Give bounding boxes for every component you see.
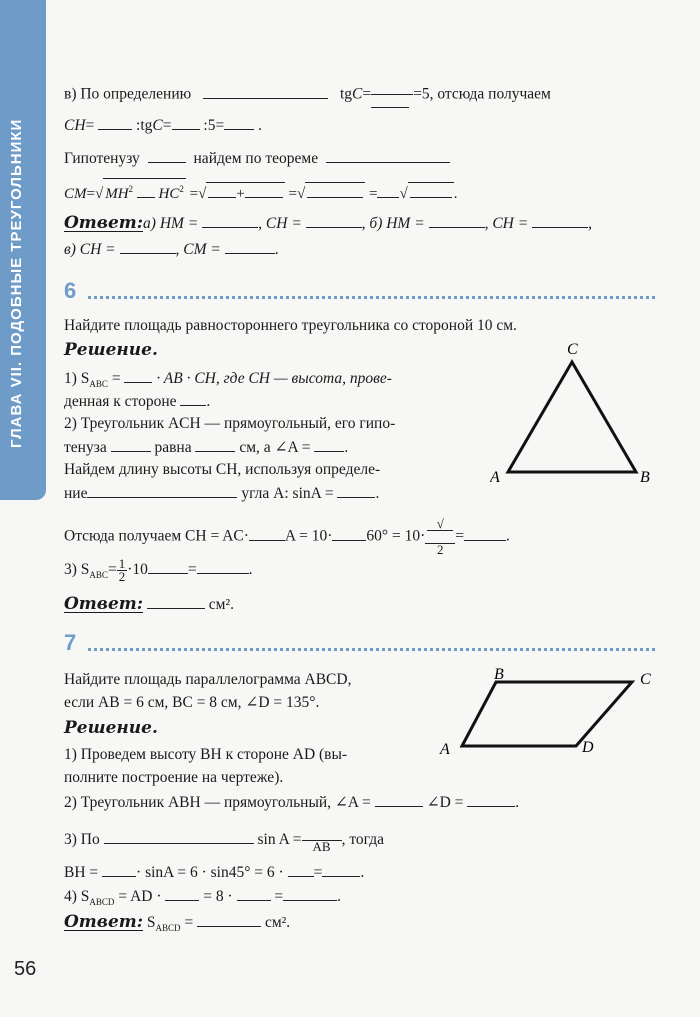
task-6-step-3: 3) $S_{ABC}=$ $\frac{1}{2}$ ·10 = . (64, 556, 253, 584)
task-7-step-1b: полните построение на чертеже). (64, 769, 284, 786)
parallelogram-abcd (462, 682, 632, 746)
task-6-step-2b: тенуза равна см, а ∠A = . (64, 439, 349, 456)
task-7-answer: Ответ: $S_{ABCD} = см^2$. (64, 912, 291, 934)
task-7-step-1a: 1) Проведем высоту BH к стороне AD (вы- (64, 746, 348, 763)
task-6-step-1b: денная к стороне . (64, 393, 211, 410)
task-6-divider (88, 296, 655, 299)
task-6-step-2a: 2) Треугольник ACH — прямоугольный, его гипо- (64, 415, 396, 432)
task-6-statement: Найдите площадь равностороннего треугольника со стороной 10 см. (64, 317, 517, 334)
top-line-2: CH= :tgC= :5= . (64, 117, 262, 134)
top-line-4: CM=√ $MH^2$ $HC^2$ =√ + =√ = √ . (64, 178, 457, 204)
vertex-c-label: C (640, 671, 651, 688)
top-answer-line-2: в) CH = , CM = . (64, 241, 279, 258)
task-7-divider (88, 648, 655, 651)
top-line-3: Гипотенузу найдем по теореме (64, 148, 450, 169)
chapter-label: ГЛАВА VII. ПОДОБНЫЕ ТРЕУГОЛЬНИКИ (8, 118, 25, 448)
page-number: 56 (14, 958, 37, 980)
task-7-step-3a: 3) По sin A = AB , тогда (64, 828, 384, 853)
task-7-step-3b: BH = · sinA = 6 · sin45° = 6 · = . (64, 864, 365, 881)
task-6-answer: Ответ: см². (64, 594, 235, 614)
task-7-solution-label: Решение. (64, 718, 158, 738)
top-line-1: в) По определению tgC= =5, отсюда получаем (64, 82, 551, 108)
answer-label: Ответ: (64, 213, 144, 233)
task-7-step-2: 2) Треугольник ABH — прямоугольный, ∠A = ∠D = . (64, 794, 520, 811)
vertex-d-label: D (582, 739, 594, 756)
vertex-b-label: B (640, 469, 650, 486)
top-answer-line-1: Ответ:а) HM = , CH = , б) HM = , CH = , (64, 213, 592, 233)
task-7-statement-1: Найдите площадь параллелограмма ABCD, (64, 671, 352, 688)
task-6-number: 6 (64, 278, 77, 303)
task-6-step-2d: ние угла A: sinA = . (64, 485, 380, 502)
parallelogram-figure (436, 666, 661, 766)
task-7-statement-2: если AB = 6 см, BC = 8 см, ∠D = 135°. (64, 694, 320, 711)
task-6-step-1a: 1) $S_{ABC}$ = · AB · CH, где CH — высота, прове- (64, 370, 392, 390)
chapter-sidebar (0, 0, 46, 500)
task-6-step-2e: Отсюда получаем CH = AC· A = 10· 60° = 10· $\frac{√}{2}$ = . (64, 516, 510, 557)
vertex-a-label: A (490, 469, 500, 486)
vertex-a-label: A (440, 741, 450, 758)
task-7-step-4: 4) $S_{ABCD}$ = AD · = 8 · = . (64, 888, 342, 908)
task-7-number: 7 (64, 630, 77, 655)
task-6-solution-label: Решение. (64, 340, 158, 360)
task-6-step-2c: Найдем длину высоты CH, используя определе- (64, 461, 381, 478)
equilateral-triangle-figure (490, 340, 665, 490)
triangle-abc (508, 362, 636, 472)
vertex-c-label: C (567, 341, 578, 358)
vertex-b-label: B (494, 666, 504, 683)
